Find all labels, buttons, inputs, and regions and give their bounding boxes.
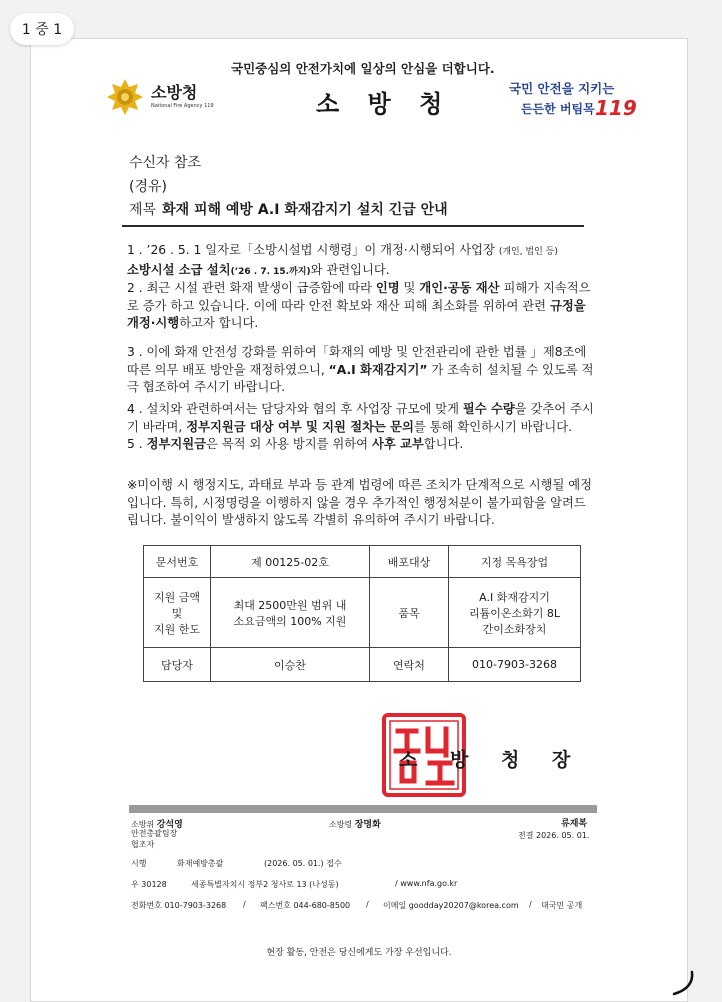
agency-head-title: 소 방 청 장 xyxy=(399,749,584,771)
contact-label: 연락처 xyxy=(370,648,449,682)
paragraph-2: 2 . 최근 시설 관련 화재 발생이 급증함에 따라 인명 및 개인·공동 재산 피해가 지속적으로 증가 하고 있습니다. 이에 따라 안전 확보와 재산 피해 최소화를 위하여 관련 규정을 개정·시행하고자 합니다. xyxy=(127,281,591,330)
logo-name: 소방청 xyxy=(151,83,198,102)
subject-text: 화재 피해 예방 A.I 화재감지기 설치 긴급 안내 xyxy=(162,202,448,218)
disclosure: 대국민 공개 xyxy=(541,901,583,910)
drafter: 소방위 강석영 xyxy=(131,820,183,830)
paragraph-1: 1 . ’26 . 5. 1 일자로「소방시설법 시행령」이 개정·시행되어 사업장 (개인, 법인 등) 소방시설 소급 설치(’26 . 7. 15.까지)와 관련입니다. xyxy=(127,243,558,277)
item-label: 품목 xyxy=(370,578,449,648)
fire-agency-emblem-icon xyxy=(105,77,145,117)
separator: / xyxy=(366,900,369,909)
exec-label: 시행 xyxy=(131,859,147,868)
doc-no-label: 문서번호 xyxy=(144,546,211,578)
support-value: 최대 2500만원 범위 내 소요금액의 100% 지원 xyxy=(211,578,370,648)
subject-divider xyxy=(122,225,584,227)
info-table xyxy=(143,545,581,682)
contact-value: 010-7903-3268 xyxy=(449,648,581,682)
approver: 류재복 xyxy=(561,819,588,829)
approval-date: 전결 2026. 05. 01. xyxy=(518,831,590,840)
dept-1: 안전총괄팀장 xyxy=(131,829,178,838)
paragraph-3: 3 . 이에 화재 안전성 강화를 위하여「화재의 예방 및 안전관리에 관한 법률 」제8조에 따른 의무 배포 방안을 재정하였으니, “A.I 화재감지기” 가 조속히 설치될 수 있도록 적극 협조하여 주시기 바랍니다. xyxy=(127,345,594,394)
phone: 전화번호 010-7903-3268 xyxy=(131,901,227,910)
website-link[interactable]: / www.nfa.go.kr xyxy=(395,879,458,888)
separator: / xyxy=(243,900,246,909)
fax: 팩스번호 044-680-8500 xyxy=(260,901,351,910)
subject-label: 제목 xyxy=(129,202,157,218)
exec-date: (2026. 05. 01.) 접수 xyxy=(264,859,342,868)
reviewer: 소방령 장명화 xyxy=(329,820,381,830)
notice-paragraph: ※미이행 시 행정지도, 과태료 부과 등 관계 법령에 따른 조치가 단계적으로 시행될 예정입니다. 특히, 시정명령을 이행하지 않을 경우 추가적인 행정처분이 불가피함을 알려드립니다. 불이익이 발생하지 않도록 각별히 유의하여 주시기 바랍니다. xyxy=(127,478,592,527)
agency-logo xyxy=(105,77,214,117)
postal-code: 우 30128 xyxy=(131,880,167,889)
via: (경유) xyxy=(129,179,167,195)
brand-slogan-line2: 든든한 버팀목 xyxy=(521,102,595,116)
dist-value: 지정 목욕장업 xyxy=(449,546,581,578)
support-label: 지원 금액 및 지원 한도 xyxy=(144,578,211,648)
manager-label: 담당자 xyxy=(144,648,211,682)
footer-divider xyxy=(129,805,597,813)
doc-no-value: 제 00125-02호 xyxy=(211,546,370,578)
brand-slogan-line1: 국민 안전을 지키는 xyxy=(509,81,615,96)
recipient: 수신자 참조 xyxy=(129,155,202,171)
separator: / xyxy=(529,900,532,909)
exec-dept: 화재예방총괄 xyxy=(177,859,224,868)
brand-slogan-119-logo xyxy=(507,75,637,121)
page-curl-icon[interactable] xyxy=(668,968,698,998)
header-slogan: 국민중심의 안전가치에 일상의 안심을 더합니다. xyxy=(231,61,495,76)
subject xyxy=(129,199,448,219)
item-value: A.I 화재감지기 리튬이온소화기 8L 간이소화장치 xyxy=(449,578,581,648)
address: 세종특별자치시 정부2 청사로 13 (나성동) xyxy=(191,880,339,889)
manager-value: 이승찬 xyxy=(211,648,370,682)
document-page xyxy=(30,38,688,1002)
paragraph-4: 4 . 설치와 관련하여서는 담당자와 협의 후 사업장 규모에 맞게 필수 수량을 갖추어 주시기 바라며, 정부지원금 대상 여부 및 지원 절차는 문의를 통해 확인하시기 바랍니다. 5 . 정부지원금은 목적 외 사용 방지를 위하여 사후 교부합니다. xyxy=(127,402,594,451)
dept-2: 협조자 xyxy=(131,840,155,849)
agency-title: 소 방 청 xyxy=(316,90,453,118)
brand-number: 119 xyxy=(595,96,637,120)
footer-motto: 현장 활동, 안전은 당신에게도 가장 우선입니다. xyxy=(266,948,452,958)
email[interactable]: 이메일 goodday20207@korea.com xyxy=(383,901,519,910)
logo-english: National Fire Agency 119 xyxy=(151,103,214,109)
page-indicator[interactable]: 1 중 1 xyxy=(10,13,74,45)
dist-label: 배포대상 xyxy=(370,546,449,578)
